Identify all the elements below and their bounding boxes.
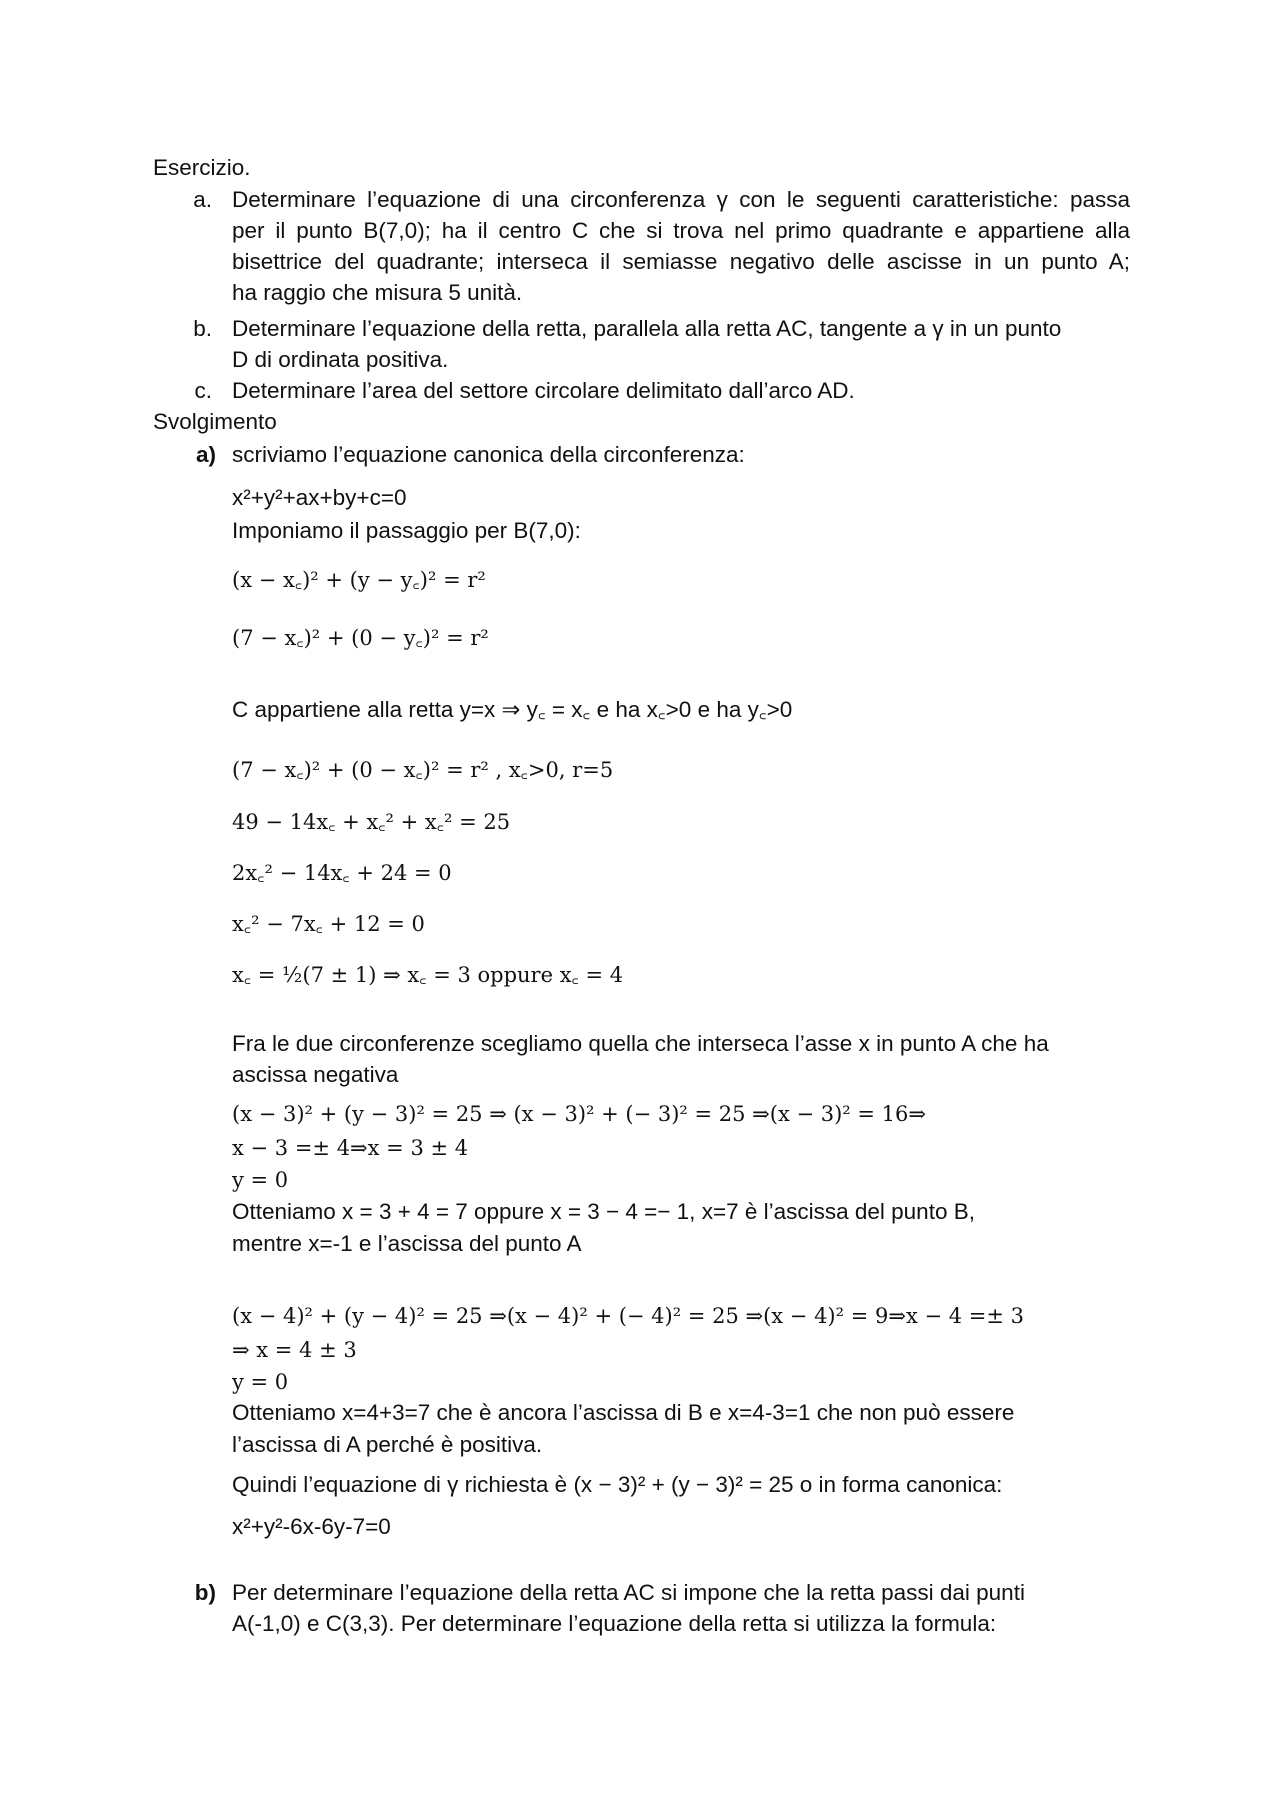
item-a-marker: a. [193, 187, 212, 212]
equation-7: x꜀ = ½(7 ± 1) ⇒ x꜀ = 3 oppure x꜀ = 4 [232, 963, 624, 987]
part-a-marker: a) [195, 442, 216, 467]
circle2-result-1: Otteniamo x=4+3=7 che è ancora l’ascissa di B e x=4-3=1 che non può essere [232, 1400, 1015, 1425]
item-a-line-1: Determinare l’equazione di una circonferenza γ con le seguenti caratteristiche: passa [232, 187, 1130, 212]
circle2-equation-1: (x − 4)² + (y − 4)² = 25 ⇒(x − 4)² + (− 4)² = 25 ⇒(x − 4)² = 9⇒x − 4 =± 3 [232, 1304, 1025, 1328]
exercise-title: Esercizio. [153, 155, 251, 180]
circle2-equation-2: ⇒ x = 4 ± 3 [232, 1338, 357, 1362]
final-canonical-equation: x²+y²-6x-6y-7=0 [232, 1514, 391, 1539]
solution-title: Svolgimento [153, 409, 277, 434]
item-a-line-4: ha raggio che misura 5 unità. [232, 280, 523, 305]
item-b-line-2: D di ordinata positiva. [232, 347, 449, 372]
general-equation: x²+y²+ax+by+c=0 [232, 485, 407, 510]
circle1-equation-2: x − 3 =± 4⇒x = 3 ± 4 [232, 1136, 469, 1160]
choose-text-2: ascissa negativa [232, 1062, 399, 1087]
part-b-marker: b) [194, 1580, 216, 1605]
equation-6: x꜀² − 7x꜀ + 12 = 0 [232, 912, 425, 936]
final-equation-text: Quindi l’equazione di γ richiesta è (x − 3)² + (y − 3)² = 25 o in forma canonica: [232, 1472, 1003, 1497]
item-c-marker: c. [194, 378, 212, 403]
impose-text: Imponiamo il passaggio per B(7,0): [232, 518, 581, 543]
equation-1: (x − x꜀)² + (y − y꜀)² = r² [232, 568, 486, 592]
equation-5: 2x꜀² − 14x꜀ + 24 = 0 [232, 861, 452, 885]
item-a-line-3: bisettrice del quadrante; interseca il semiasse negativo delle ascisse in un punto A; [232, 249, 1130, 274]
choose-text-1: Fra le due circonferenze scegliamo quella che interseca l’asse x in punto A che ha [232, 1031, 1049, 1056]
circle2-equation-3: y = 0 [232, 1370, 289, 1394]
item-a-line-2: per il punto B(7,0); ha il centro C che si trova nel primo quadrante e appartiene alla [232, 218, 1130, 243]
equation-3: (7 − x꜀)² + (0 − x꜀)² = r² , x꜀>0, r=5 [232, 758, 614, 782]
belongs-text: C appartiene alla retta y=x ⇒ y꜀ = x꜀ e ha x꜀>0 e ha y꜀>0 [232, 697, 793, 722]
circle1-result-2: mentre x=-1 e l’ascissa del punto A [232, 1231, 582, 1256]
circle1-result-1: Otteniamo x = 3 + 4 = 7 oppure x = 3 − 4 =− 1, x=7 è l’ascissa del punto B, [232, 1199, 975, 1224]
part-a-intro: scriviamo l’equazione canonica della circonferenza: [232, 442, 745, 467]
item-b-marker: b. [193, 316, 212, 341]
equation-2: (7 − x꜀)² + (0 − y꜀)² = r² [232, 626, 489, 650]
circle1-equation-3: y = 0 [232, 1168, 289, 1192]
circle2-result-2: l’ascissa di A perché è positiva. [232, 1432, 543, 1457]
circle1-equation-1: (x − 3)² + (y − 3)² = 25 ⇒ (x − 3)² + (− 3)² = 25 ⇒(x − 3)² = 16⇒ [232, 1102, 926, 1126]
part-b-line-1: Per determinare l’equazione della retta AC si impone che la retta passi dai punti [232, 1580, 1025, 1605]
equation-4: 49 − 14x꜀ + x꜀² + x꜀² = 25 [232, 810, 511, 834]
item-c-line-1: Determinare l’area del settore circolare delimitato dall’arco AD. [232, 378, 855, 403]
part-b-line-2: A(-1,0) e C(3,3). Per determinare l’equazione della retta si utilizza la formula: [232, 1611, 997, 1636]
item-b-line-1: Determinare l’equazione della retta, parallela alla retta AC, tangente a γ in un punto [232, 316, 1062, 341]
